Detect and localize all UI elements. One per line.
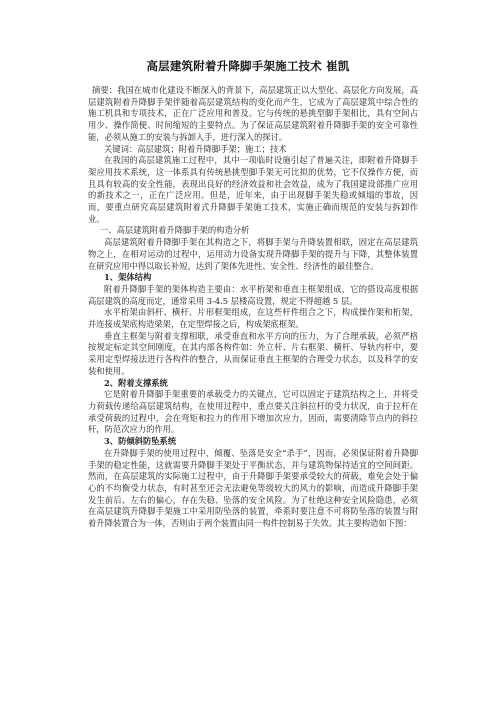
subheading-frame-structure: 1、架体结构 [104,272,152,283]
support-system-paragraph: 它是附着升降脚手架重要的承载受力的关键点，它可以固定于建筑结构之上，并将受力荷载传递给高层建筑结构，在使用过程中，重点要关注斜拉杆的受力状况，由于拉杆在承受荷载的过程中，会在弯矩和拉力的作用下增加次应力，因而，需要清除节点内的斜拉杆，防范次应力的作用。 [88,389,418,435]
frame-structure-paragraph-3: 垂直主框架与附着支撑相联，承受垂直和水平方向的压力，为了合理承载，必须严格按规定标定其空间刚度，在其内部各构件如：外立杆、片右框架、横杆、导轨内杆中，要采用定型焊接法进行各构件的整合，从而保证垂直主框架的合理受力状态，以及科学的安装和使用。 [88,330,418,376]
frame-structure-paragraph-1: 附着升降脚手架的架体构造主要由：水平桁架和垂直主框架组成，它的搭设高度根据高层建筑的高度而定，通常采用 3-4.5 层楼高设置，规定不得超越 5 层。 [88,283,418,306]
section-heading-structure: 一、高层建筑附着升降脚手架的构造分析 [100,225,250,236]
document-body [88,85,418,530]
subheading-anti-fall-system: 3、防倾斜防坠系统 [104,436,177,447]
abstract-paragraph: 摘要：我国在城市化建设不断深入的背景下，高层建筑正以大型化、高层化方向发展，高层建筑附着升降脚手架伴随着高层建筑结构的变化而产生，它成为了高层建筑中综合性的施工机具和专项技术，正在广泛应用和普及。它与传统的悬挑型脚手架相比，具有空间占用少、操作简便、时间缩短的主要特点。为了保证高层建筑附着升降脚手架的安全可靠性能，必须从施工的安装与拆卸入手，进行深入的探讨。 [88,85,418,142]
document-title: 高层建筑附着升降脚手架施工技术 崔凯 [146,59,350,73]
section-structure-paragraph: 高层建筑附着升降脚手架在其构造之下，将脚手架与升降装置相联，固定在高层建筑物之上，在相对运动的过程中，运用动力设备实现升降脚手架的提升与下降，其整体装置在研究应用中得以取长补短，达到了架体先进性、安全性、经济性的最佳整合。 [88,237,418,271]
anti-fall-system-paragraph: 在升降脚手架的使用过程中，倾覆、坠落是安全“杀手”，因而，必须保证附着升降脚手架的稳定性能，这就需要升降脚手架处于平衡状态，并与建筑物保持适宜的空间间距。然而，在高层建筑的实际施工过程中，由于升降脚手架要承受较大的荷载，难免会处于偏心的不均衡受力状态，有时甚至还会无法避免等级较大的风力的影响，而造成升降脚手架发生前后、左右的偏心，存在失稳、坠落的安全风险。为了杜绝这种安全风险隐患，必须在高层建筑升降脚手架施工中采用防坠落的装置，牵系时要注意不可将防坠落的装置与附着升降装置合为一体，否则由于两个装置由同一构件控制易于失效。其主要构造如下图： [88,447,418,529]
frame-structure-paragraph-2: 水平桁架由斜杆、横杆、片形框架组成，在这些杆件组合之下，构成操作架和桁架，并连接成架底构造梁架，在定型焊接之后，构成架底框架。 [88,307,418,330]
keywords-paragraph: 关键词：高层建筑；附着升降脚手架；施工；技术 [104,143,287,154]
intro-paragraph: 在我国的高层建筑施工过程中，其中一项临时设施引起了普遍关注，即附着升降脚手架应用技术系统，这一体系具有传统悬挑型脚手架无可比拟的优势，它不仅操作方便，而且具有较高的安全性能，表现出良好的经济效益和社会效益，成为了我国建设部推广应用的新技术之一，正在广泛应用。但是，近年来，由于出现脚手架失稳或倾塌的事故，因而，要重点研究高层建筑附着式升降脚手架施工技术，实施正确而规范的安装与拆卸作业。 [88,155,418,224]
subheading-support-system: 2、附着支撑系统 [104,377,168,388]
